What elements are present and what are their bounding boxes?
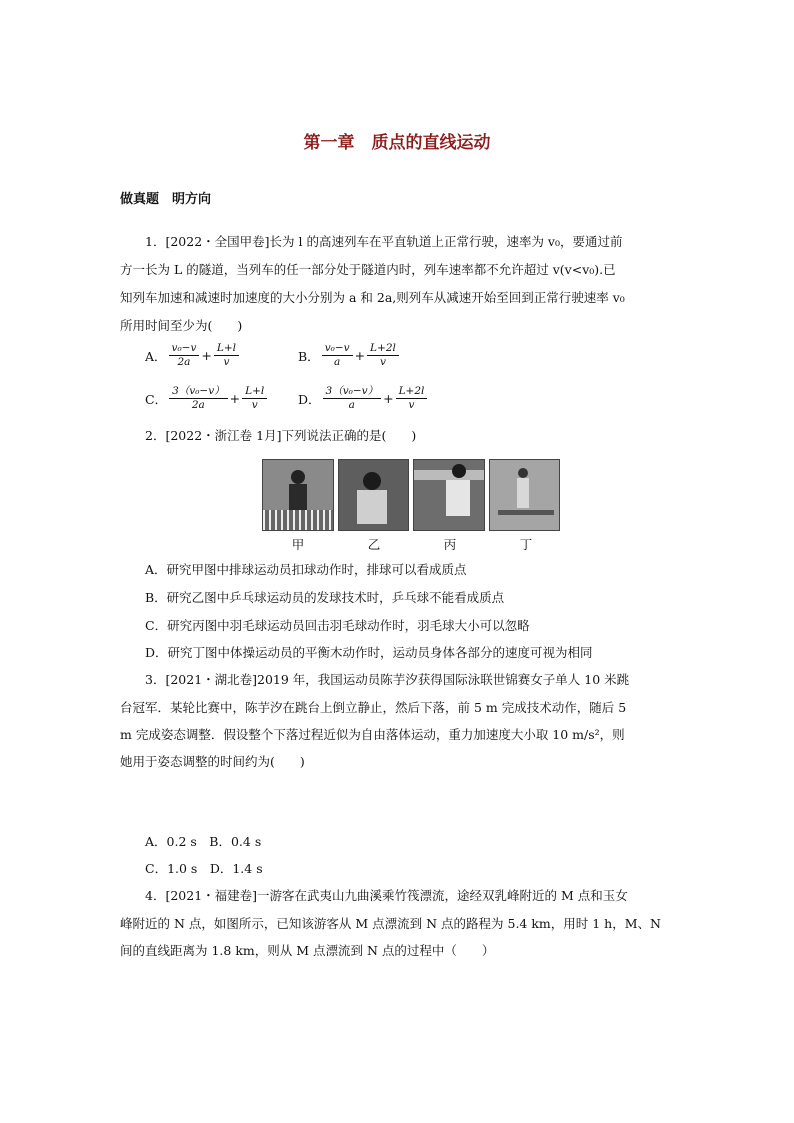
q4-line1: 4．[2021・福建卷]一游客在武夷山九曲溪乘竹筏漂流，途经双乳峰附近的 M 点和玉女: [145, 888, 628, 903]
q1-option-a: A． $\frac{\text{v₀−v}}{2a}$ + $\frac{L+l}{v}$: [145, 342, 241, 369]
photo-gymnastics: [489, 459, 561, 531]
q3-line2: 台冠军．某轮比赛中，陈芋汐在跳台上倒立静止，然后下落，前 5 m 完成技术动作，随后 5: [120, 700, 627, 715]
q1-option-b: B． $\frac{\text{v₀−v}}{a}$ + $\frac{L+2l}{v}$: [298, 342, 401, 369]
q2-option-d: D．研究丁图中体操运动员的平衡木动作时，运动员身体各部分的速度可视为相同: [145, 645, 593, 660]
photo-table-tennis: [338, 459, 410, 531]
q3-line3: m 完成姿态调整．假设整个下落过程近似为自由落体运动，重力加速度大小取 10 m/s²，则: [120, 727, 625, 742]
q1-option-d: D． $\frac{\text{3（v₀−v）}}{a}$ + $\frac{L+2l}{v}$: [298, 385, 429, 412]
q3-line4: 她用于姿态调整的时间约为( ): [120, 754, 305, 769]
q1-line1: 1．[2022・全国甲卷]长为 l 的高速列车在平直轨道上正常行驶，速率为 v₀，要通过前: [145, 234, 623, 249]
q3-options-cd: C．1.0 s D．1.4 s: [145, 861, 263, 876]
q3-options-ab: A．0.2 s B．0.4 s: [145, 834, 262, 849]
q2-option-c: C．研究丙图中羽毛球运动员回击羽毛球动作时，羽毛球大小可以忽略: [145, 618, 530, 633]
q1-line3: 知列车加速和减速时加速度的大小分别为 a 和 2a,则列车从减速开始至回到正常行驶速率 v₀: [120, 290, 625, 305]
q3-line1: 3．[2021・湖北卷]2019 年，我国运动员陈芋汐获得国际泳联世锦赛女子单人 10 米跳: [145, 672, 630, 687]
q1-option-c: C． $\frac{\text{3（v₀−v）}}{2a}$ + $\frac{L+l}{v}$: [145, 385, 269, 412]
photo-badminton: [413, 459, 485, 531]
caption-ding: 丁: [519, 537, 533, 552]
section-heading: 做真题 明方向: [120, 192, 212, 207]
caption-jia: 甲: [291, 537, 305, 552]
q1-line2: 方一长为 L 的隧道，当列车的任一部分处于隧道内时，列车速率都不允许超过 v(v<v₀).已: [120, 262, 616, 277]
q2-option-a: A．研究甲图中排球运动员扣球动作时，排球可以看成质点: [145, 562, 467, 577]
page-title: 第一章 质点的直线运动: [303, 133, 491, 153]
q1-line4: 所用时间至少为( ): [120, 318, 243, 333]
photo-volleyball: [262, 459, 334, 531]
sports-photos: [262, 459, 560, 531]
caption-bing: 丙: [443, 537, 457, 552]
q4-line2: 峰附近的 N 点，如图所示，已知该游客从 M 点漂流到 N 点的路程为 5.4 km，用时 1 h，M、N: [120, 916, 661, 931]
caption-yi: 乙: [367, 537, 381, 552]
q4-line3: 间的直线距离为 1.8 km，则从 M 点漂流到 N 点的过程中（ ）: [120, 943, 495, 958]
q2-option-b: B．研究乙图中乒乓球运动员的发球技术时，乒乓球不能看成质点: [145, 590, 505, 605]
q2-stem: 2．[2022・浙江卷 1月]下列说法正确的是( ): [145, 428, 417, 443]
